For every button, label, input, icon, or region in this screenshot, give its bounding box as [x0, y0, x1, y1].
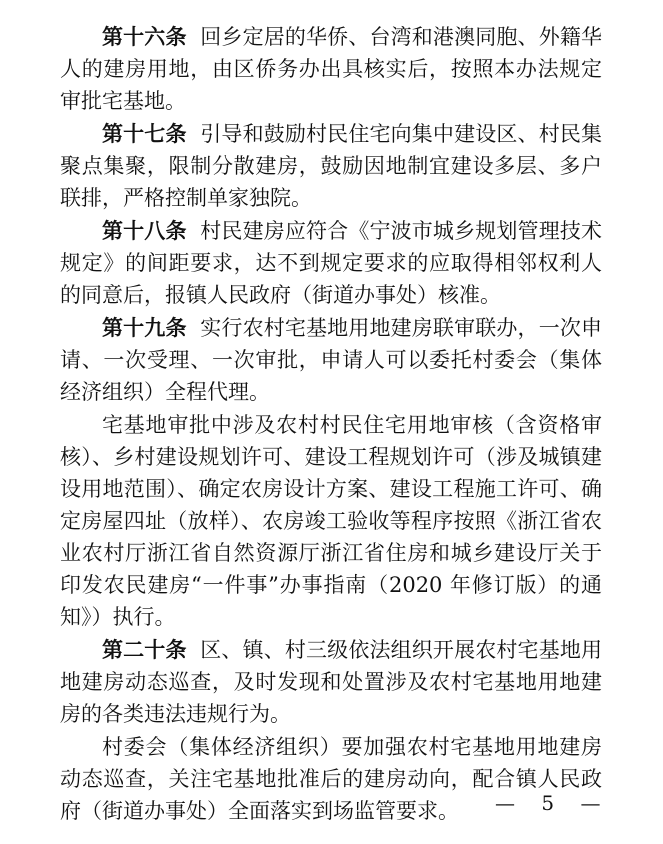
article-text: 回乡定居的华侨、台湾和港澳同胞、外籍华人的建房用地，由区侨务办出具核实后，按照本办法规定审批宅基地。	[60, 25, 602, 113]
article-19	[60, 312, 602, 408]
article-18	[60, 215, 602, 311]
article-text: 实行农村宅基地用地建房联审联办，一次申请、一次受理、一次审批，申请人可以委托村委会（集体经济组织）全程代理。	[60, 316, 602, 404]
article-title: 第十七条	[102, 122, 187, 146]
article-19-paragraph-2	[60, 409, 602, 633]
paragraph-text: 村委会（集体经济组织）要加强农村宅基地用地建房动态巡查，关注宅基地批准后的建房动向，配合镇人民政府（街道办事处）全面落实到场监管要求。	[60, 735, 602, 823]
article-20	[60, 634, 602, 730]
document-body	[60, 21, 602, 828]
article-title: 第二十条	[102, 638, 187, 662]
page-number: — 5 —	[495, 791, 611, 815]
article-text: 区、镇、村三级依法组织开展农村宅基地用地建房动态巡查，及时发现和处置涉及农村宅基地用地建房的各类违法违规行为。	[60, 638, 602, 726]
article-title: 第十九条	[102, 316, 187, 340]
paragraph-text: 宅基地审批中涉及农村村民住宅用地审核（含资格审核）、乡村建设规划许可、建设工程规划许可（涉及城镇建设用地范围）、确定农房设计方案、建设工程施工许可、确定房屋四址（放样）、农房竣工验收等程序按照《浙江省农业农村厅浙江省自然资源厅浙江省住房和城乡建设厅关于印发农民建房“一件事”办事指南（2020 年修订版）的通知》）执行。	[60, 413, 602, 629]
article-title: 第十八条	[102, 219, 187, 243]
article-17	[60, 118, 602, 214]
article-text: 村民建房应符合《宁波市城乡规划管理技术规定》的间距要求，达不到规定要求的应取得相邻权利人的同意后，报镇人民政府（街道办事处）核准。	[60, 219, 602, 307]
article-title: 第十六条	[102, 25, 187, 49]
article-16	[60, 21, 602, 117]
article-text: 引导和鼓励村民住宅向集中建设区、村民集聚点集聚，限制分散建房，鼓励因地制宜建设多层、多户联排，严格控制单家独院。	[60, 122, 602, 210]
page-footer	[0, 788, 663, 818]
